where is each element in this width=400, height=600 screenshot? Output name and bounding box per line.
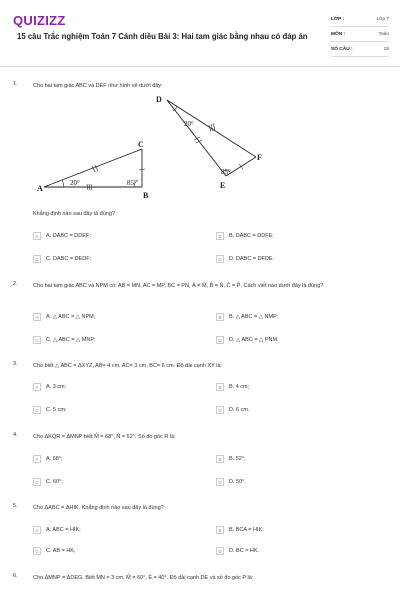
question-number: 1.: [13, 81, 18, 87]
meta-row-subject: [331, 27, 389, 42]
option-text: D. △ ABC = △ PNM.: [229, 337, 279, 343]
option-letter: A: [33, 232, 41, 240]
label-b: B: [143, 191, 149, 200]
option-2a[interactable]: [33, 313, 95, 321]
option-1a[interactable]: [33, 232, 91, 240]
label-e: E: [220, 181, 226, 190]
question-text: Cho ΔMNP = ΔDEG. Biết MN = 3 cm, M̂ = 60°, Ê = 40°. Độ dài cạnh DE và số đo góc P là:: [33, 575, 254, 581]
meta-key: MÔN :: [331, 31, 346, 37]
option-2d[interactable]: [216, 336, 279, 344]
meta-key: LỚP :: [331, 16, 345, 22]
option-text: B. BCA = HIK;: [229, 527, 264, 533]
option-5c[interactable]: [33, 547, 76, 555]
option-text: C. DABC = DEDF;: [46, 256, 92, 262]
option-1c[interactable]: [33, 255, 91, 263]
option-text: A. ABC = HIK;: [46, 527, 81, 533]
option-text: A. △ ABC = △ NPM;: [46, 314, 96, 320]
option-3c[interactable]: [33, 406, 66, 414]
question-number: 5.: [13, 503, 18, 509]
option-text: C. △ ABC = △ MNP;: [46, 337, 96, 343]
angle-e-label: 85°: [221, 168, 231, 176]
option-text: C. 60°;: [46, 479, 63, 485]
meta-row-class: [331, 12, 389, 27]
option-4d[interactable]: [216, 478, 246, 486]
page-title: 15 câu Trắc nghiệm Toán 7 Cánh diều Bài 3: Hai tam giác bằng nhau có đáp án: [17, 32, 308, 41]
triangle-def: [156, 95, 262, 190]
option-text: D. BC = HK.: [229, 548, 260, 554]
option-letter: B: [216, 313, 224, 321]
option-text: B. 52°;: [229, 456, 246, 462]
option-3d[interactable]: [216, 406, 249, 414]
option-2c[interactable]: [33, 336, 96, 344]
option-letter: D: [216, 255, 224, 263]
question-text: Cho ΔABC = ΔHIK. Khẳng định nào sau đây là đúng?: [33, 505, 164, 511]
meta-value: Toán: [378, 31, 389, 37]
meta-table: [331, 12, 389, 57]
option-letter: B: [216, 526, 224, 534]
option-letter: C: [33, 547, 41, 555]
option-4c[interactable]: [33, 478, 63, 486]
option-letter: D: [216, 406, 224, 414]
option-letter: C: [33, 336, 41, 344]
option-text: D. DABC = DFDE.: [229, 256, 275, 262]
logo: QUIZIZZ: [13, 13, 66, 28]
option-5b[interactable]: [216, 526, 264, 534]
option-4a[interactable]: [33, 455, 63, 463]
option-letter: D: [216, 547, 224, 555]
option-5d[interactable]: [216, 547, 259, 555]
meta-value: Lớp 7: [376, 16, 389, 22]
question-number: 2.: [13, 281, 18, 287]
question-number: 3.: [13, 361, 18, 367]
option-text: B. △ ABC = △ NMP;: [229, 314, 279, 320]
angle-b-label: 85°: [127, 179, 137, 187]
option-text: A. 68°;: [46, 456, 63, 462]
option-1d[interactable]: [216, 255, 274, 263]
option-letter: C: [33, 255, 41, 263]
meta-key: SỐ CÂU :: [331, 46, 353, 52]
label-a: A: [37, 184, 43, 193]
option-letter: B: [216, 455, 224, 463]
label-d: D: [156, 95, 162, 104]
question-text: Cho hai tam giác ABC và DEF như hình vẽ dưới đây:: [33, 83, 163, 89]
option-2b[interactable]: [216, 313, 278, 321]
option-text: B. 4 cm;: [229, 384, 250, 390]
option-text: D. 50°.: [229, 479, 246, 485]
option-text: D. 6 cm.: [229, 407, 250, 413]
option-letter: B: [216, 383, 224, 391]
option-letter: D: [216, 478, 224, 486]
option-text: B. DABC = DDFE;: [229, 233, 274, 239]
option-text: C. AB = HK;: [46, 548, 76, 554]
option-letter: A: [33, 526, 41, 534]
option-letter: A: [33, 313, 41, 321]
question-text: Cho ΔKQR = ΔMNP biết M̂ = 68°, N̂ = 52°. Số đo góc R là:: [33, 434, 176, 440]
option-letter: C: [33, 478, 41, 486]
meta-row-count: [331, 42, 389, 57]
option-text: A. 3 cm;: [46, 384, 67, 390]
angle-a-label: 20°: [70, 179, 80, 187]
option-letter: B: [216, 232, 224, 240]
option-3a[interactable]: [33, 383, 66, 391]
angle-d-label: 20°: [184, 120, 194, 128]
header-divider: [0, 66, 400, 67]
question-number: 4.: [13, 432, 18, 438]
triangles-figure: [30, 92, 280, 202]
meta-value: 15: [383, 46, 389, 52]
triangle-abc: [37, 140, 149, 200]
option-3b[interactable]: [216, 383, 249, 391]
option-4b[interactable]: [216, 455, 246, 463]
option-letter: C: [33, 406, 41, 414]
question-text: Cho biết △ ABC = ΔXYZ, AB= 4 cm, AC= 3 cm, BC= 6 cm. Độ dài cạnh XY là:: [33, 363, 223, 369]
option-5a[interactable]: [33, 526, 81, 534]
option-1b[interactable]: [216, 232, 274, 240]
question-text: Cho hai tam giác ABC và NPM có: AB = MN, AC = MP, BC = PN, Â = M̂, B̂ = N̂, Ĉ = P̂. Cách viết nào dưới đây là đúng?: [33, 283, 324, 289]
question-number: 6.: [13, 573, 18, 579]
option-letter: A: [33, 383, 41, 391]
label-c: C: [138, 140, 144, 149]
question-subtext: Khẳng định nào sau đây là đúng?: [33, 211, 115, 217]
option-text: C. 5 cm;: [46, 407, 67, 413]
option-text: A. DABC = DDEF;: [46, 233, 91, 239]
label-f: F: [257, 153, 262, 162]
option-letter: D: [216, 336, 224, 344]
option-letter: A: [33, 455, 41, 463]
